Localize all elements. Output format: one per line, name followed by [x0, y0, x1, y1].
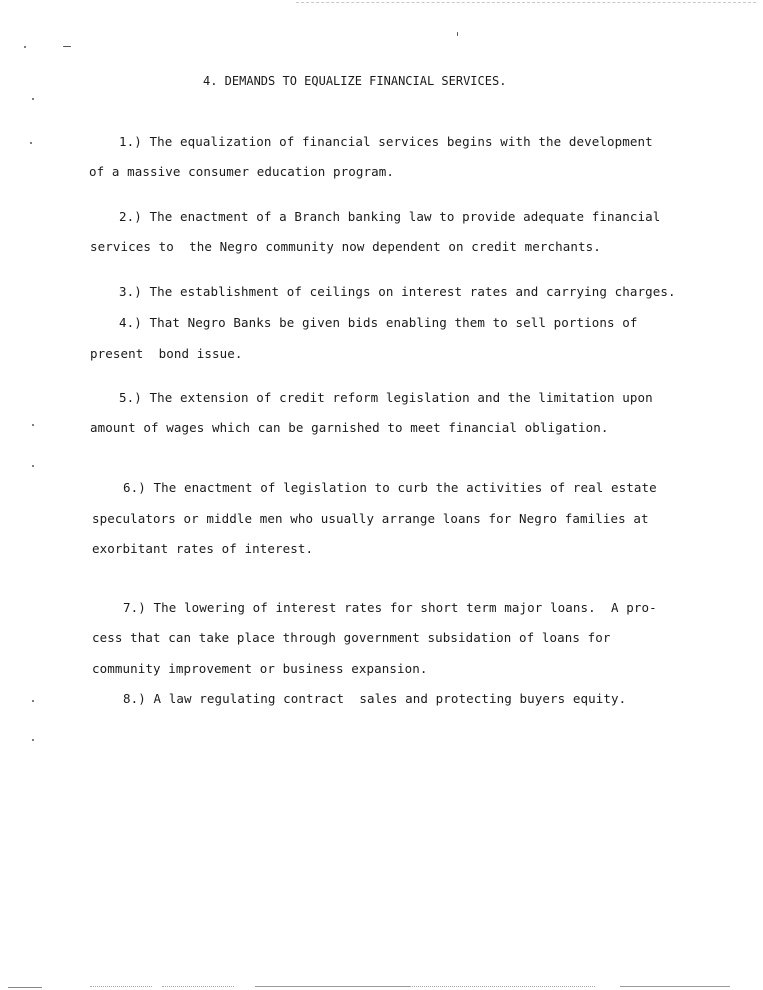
margin-speck	[32, 424, 34, 426]
text-line: 3.) The establishment of ceilings on interest rates and carrying charges.	[119, 284, 676, 299]
text-line: 5.) The extension of credit reform legislation and the limitation upon	[119, 390, 653, 405]
text-line: 4.) That Negro Banks be given bids enabling them to sell portions of	[119, 315, 638, 330]
text-line: exorbitant rates of interest.	[92, 541, 314, 556]
margin-speck	[24, 46, 26, 48]
scan-artifact-bottom-edge	[620, 986, 730, 987]
text-line: of a massive consumer education program.	[89, 164, 395, 179]
text-line: 8.) A law regulating contract sales and protecting buyers equity.	[123, 691, 627, 706]
scan-artifact-top-edge	[296, 2, 756, 3]
section-title: 4. DEMANDS TO EQUALIZE FINANCIAL SERVICES.	[203, 74, 507, 88]
margin-speck	[32, 98, 34, 100]
margin-speck	[32, 700, 34, 702]
scan-artifact-bottom-edge	[162, 986, 234, 987]
scan-artifact-bottom-edge	[255, 986, 410, 987]
margin-speck	[63, 46, 71, 47]
text-line: cess that can take place through government subsidation of loans for	[92, 630, 611, 645]
text-line: amount of wages which can be garnished to meet financial obligation.	[90, 420, 609, 435]
text-line: speculators or middle men who usually arrange loans for Negro families at	[92, 511, 649, 526]
text-line: 2.) The enactment of a Branch banking law to provide adequate financial	[119, 209, 661, 224]
text-line: 7.) The lowering of interest rates for short term major loans. A pro-	[123, 600, 657, 615]
text-line: present bond issue.	[90, 346, 243, 361]
text-line: 1.) The equalization of financial services begins with the development	[119, 134, 653, 149]
margin-speck	[30, 142, 32, 144]
scan-artifact-bottom-edge	[410, 986, 595, 987]
text-line: community improvement or business expansion.	[92, 661, 428, 676]
text-line: 6.) The enactment of legislation to curb the activities of real estate	[123, 480, 657, 495]
text-line: services to the Negro community now dependent on credit merchants.	[90, 239, 601, 254]
scan-artifact-bottom-edge	[8, 987, 42, 988]
margin-speck	[32, 739, 34, 741]
margin-speck	[457, 32, 458, 36]
scan-artifact-bottom-edge	[90, 986, 152, 987]
margin-speck	[32, 465, 34, 467]
